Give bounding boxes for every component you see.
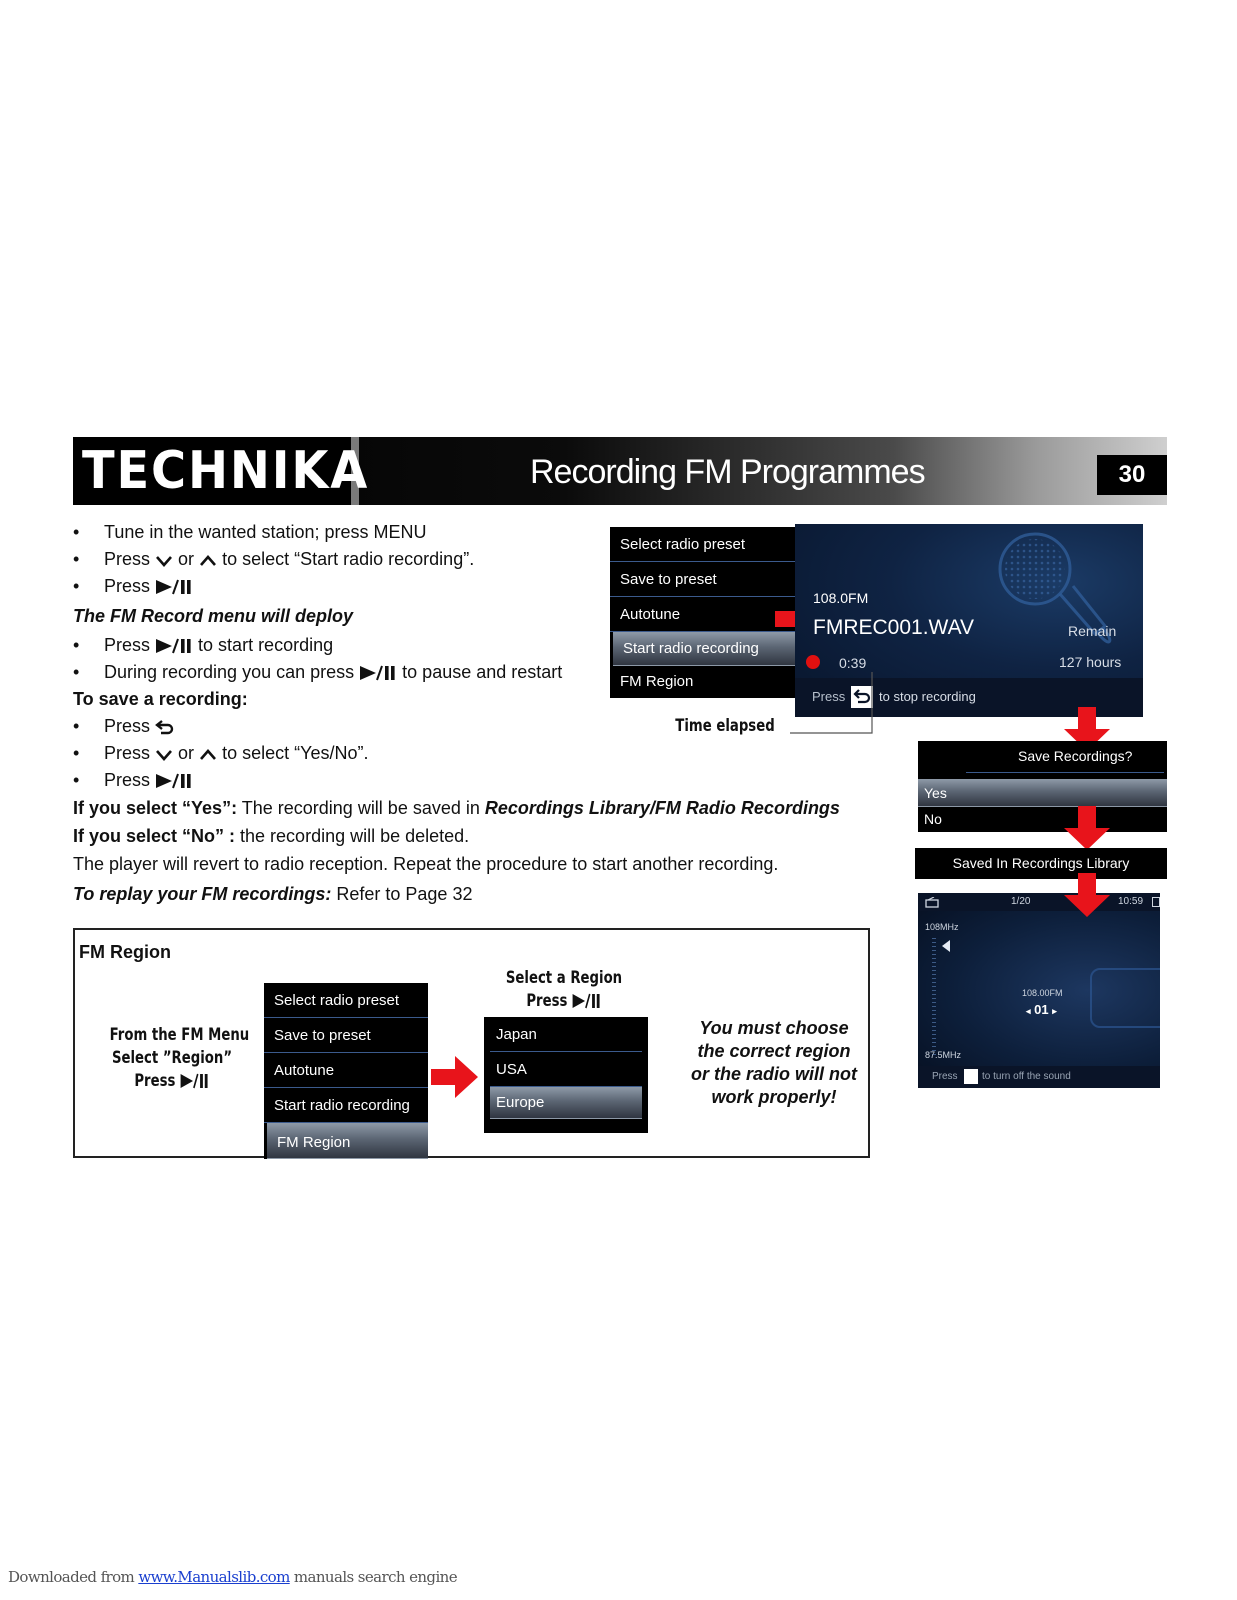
replay-note: To replay your FM recordings: Refer to Page 32 <box>73 884 473 904</box>
chevron-up-icon <box>199 554 217 568</box>
step-tune: Tune in the wanted station; press MENU <box>104 522 427 542</box>
yes-explanation: If you select “Yes”: The recording will be saved in Recordings Library/FM Radio Recordings <box>73 798 840 818</box>
bullet-dot: • <box>73 576 80 596</box>
play-pause-icon <box>359 665 397 681</box>
remain-label: Remain <box>1068 623 1117 639</box>
select-region-caption: Select a Region Press <box>505 968 623 1011</box>
menu-item-fm-region[interactable]: FM Region <box>620 673 694 690</box>
step-start-recording: Press to start recording <box>104 635 334 655</box>
menu-item-autotune[interactable]: Autotune <box>610 597 800 632</box>
region-list <box>484 1017 648 1133</box>
preset-left-icon: ◂ <box>1026 1006 1031 1016</box>
menu-item-save-to-preset[interactable]: Save to preset <box>610 562 800 597</box>
radio-icon <box>925 897 939 908</box>
bullet-dot: • <box>73 716 80 736</box>
recording-frequency: 108.0FM <box>813 590 869 606</box>
save-option-no[interactable]: No <box>924 811 942 827</box>
saved-banner: Saved In Recordings Library <box>915 848 1167 879</box>
page-number: 30 <box>1097 455 1167 495</box>
chevron-down-icon <box>155 748 173 762</box>
bullet-dot: • <box>73 549 80 569</box>
arrow-right-icon <box>431 1056 479 1098</box>
leader-line <box>790 670 880 738</box>
time-elapsed-caption: Time elapsed <box>675 716 775 736</box>
page-title: Recording FM Programmes <box>530 453 925 491</box>
play-pause-icon <box>155 579 193 595</box>
preset-number: ◂ 01 ▸ <box>1026 1002 1057 1017</box>
track-counter: 1/20 <box>1011 896 1031 907</box>
min-frequency-label: 87.5MHz <box>925 1050 962 1060</box>
recording-footer: Press to stop recording <box>795 678 1143 717</box>
bullet-dot: • <box>73 743 80 763</box>
microphone-icon <box>985 524 1135 664</box>
play-pause-icon <box>964 1069 978 1084</box>
menu-item-select-radio-preset[interactable]: Select radio preset <box>610 527 800 562</box>
recording-filename: FMREC001.WAV <box>813 616 975 639</box>
chevron-down-icon <box>155 554 173 568</box>
step-select-start-recording: Press or to select “Start radio recording”. <box>104 549 475 569</box>
fm-menu <box>610 527 800 698</box>
record-dot-icon <box>806 655 820 669</box>
save-heading: To save a recording: <box>73 689 248 709</box>
region-instruction: From the FM Menu Select ”Region” Press <box>109 1025 250 1091</box>
fm-menu-region <box>264 983 428 1159</box>
menu-item-fm-region[interactable]: FM Region <box>264 1123 428 1159</box>
preset-right-icon: ▸ <box>1052 1006 1057 1016</box>
step-press-back: Press <box>104 714 175 738</box>
arrow-down-icon <box>1064 873 1110 917</box>
elapsed-time: 0:39 <box>839 655 867 671</box>
radio-screen <box>918 893 1160 1088</box>
wave-decoration <box>1090 968 1160 1028</box>
play-pause-icon <box>572 993 602 1009</box>
region-option-usa[interactable]: USA <box>490 1052 642 1087</box>
manualslib-link[interactable]: www.Manualslib.com <box>138 1568 290 1586</box>
no-explanation: If you select “No” : the recording will be deleted. <box>73 826 470 846</box>
remain-value: 127 hours <box>1059 654 1122 670</box>
save-dialog <box>918 741 1167 832</box>
play-pause-icon <box>180 1073 210 1089</box>
menu-item-select-radio-preset[interactable]: Select radio preset <box>264 983 428 1018</box>
step-confirm: Press <box>104 768 193 792</box>
menu-item-start-radio-recording[interactable]: Start radio recording <box>610 632 800 666</box>
menu-item-save-to-preset[interactable]: Save to preset <box>264 1018 428 1053</box>
max-frequency-label: 108MHz <box>925 922 959 932</box>
station-frequency: 108.00FM <box>1022 988 1063 998</box>
brand-logo: TECHNIKA <box>82 441 370 501</box>
step-select-yes-no: Press or to select “Yes/No”. <box>104 743 369 763</box>
save-dialog-title: Save Recordings? <box>1018 748 1133 764</box>
save-option-yes[interactable]: Yes <box>918 779 1167 807</box>
radio-footer: Press to turn off the sound <box>918 1066 1160 1088</box>
back-return-icon <box>155 719 175 735</box>
arrow-down-icon <box>1064 806 1110 850</box>
bullet-dot: • <box>73 522 80 542</box>
divider <box>966 772 1164 773</box>
region-option-japan[interactable]: Japan <box>490 1017 642 1052</box>
bullet-dot: • <box>73 662 80 682</box>
bullet-dot: • <box>73 770 80 790</box>
deploy-note: The FM Record menu will deploy <box>73 606 354 626</box>
play-pause-icon <box>155 638 193 654</box>
bullet-dot: • <box>73 635 80 655</box>
menu-item-start-radio-recording[interactable]: Start radio recording <box>264 1088 428 1123</box>
chevron-up-icon <box>199 748 217 762</box>
step-press-play: Press <box>104 574 193 598</box>
frequency-scale <box>928 938 958 1068</box>
download-footer: Downloaded from www.Manualslib.com manuals search engine <box>8 1568 457 1586</box>
step-pause-restart: During recording you can press to pause and restart <box>104 662 563 682</box>
region-option-europe[interactable]: Europe <box>490 1087 642 1119</box>
clock: 10:59 <box>1118 896 1144 907</box>
menu-item-autotune[interactable]: Autotune <box>264 1053 428 1088</box>
battery-icon <box>1152 897 1160 907</box>
revert-note: The player will revert to radio reception. Repeat the procedure to start another recording. <box>73 854 779 874</box>
play-pause-icon <box>155 773 193 789</box>
fm-region-title: FM Region <box>79 942 171 962</box>
region-warning: You must choose the correct region or the radio will not work properly! <box>691 1018 857 1107</box>
